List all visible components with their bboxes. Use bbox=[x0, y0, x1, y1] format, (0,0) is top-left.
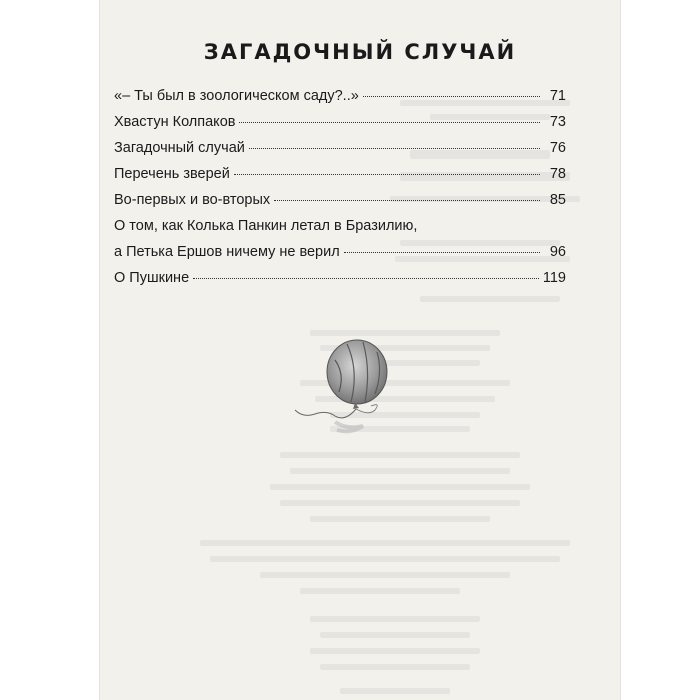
toc-entry-title: Во-первых и во-вторых bbox=[114, 192, 271, 208]
book-page bbox=[100, 0, 620, 700]
toc-entry-title: Хвастун Колпаков bbox=[114, 114, 236, 130]
toc-leader-dots bbox=[363, 96, 540, 97]
toc-entry bbox=[114, 166, 566, 192]
toc-entry-continuation bbox=[114, 244, 566, 270]
balloon-icon bbox=[275, 330, 435, 460]
toc-entry-title: Перечень зверей bbox=[114, 166, 230, 182]
toc-entry-first-line bbox=[114, 218, 566, 244]
toc-entry-title: «– Ты был в зоологическом саду?..» bbox=[114, 88, 359, 104]
toc-leader-dots bbox=[234, 174, 540, 175]
toc-entry-page: 71 bbox=[549, 88, 566, 104]
toc-entry-page: 76 bbox=[549, 140, 566, 156]
toc-entry-page: 73 bbox=[549, 114, 566, 130]
toc-entry-title: а Петька Ершов ничему не верил bbox=[114, 244, 340, 260]
table-of-contents bbox=[114, 88, 566, 296]
toc-entry bbox=[114, 140, 566, 166]
toc-entry bbox=[114, 114, 566, 140]
toc-entry-page: 85 bbox=[549, 192, 566, 208]
toc-entry-page: 78 bbox=[549, 166, 566, 182]
toc-entry bbox=[114, 88, 566, 114]
toc-leader-dots bbox=[249, 148, 540, 149]
toc-leader-dots bbox=[274, 200, 540, 201]
toc-entry bbox=[114, 270, 566, 296]
toc-leader-dots bbox=[239, 122, 540, 123]
toc-leader-dots bbox=[344, 252, 540, 253]
toc-entry-title: О том, как Колька Панкин летал в Бразилию, bbox=[114, 218, 418, 234]
toc-entry bbox=[114, 192, 566, 218]
toc-entry-page: 96 bbox=[549, 244, 566, 260]
toc-entry-page: 119 bbox=[542, 270, 566, 286]
toc-entry-title: Загадочный случай bbox=[114, 140, 245, 156]
page-title: ЗАГАДОЧНЫЙ СЛУЧАЙ bbox=[203, 40, 517, 64]
toc-entry-title: О Пушкине bbox=[114, 270, 190, 286]
toc-leader-dots bbox=[193, 278, 539, 279]
